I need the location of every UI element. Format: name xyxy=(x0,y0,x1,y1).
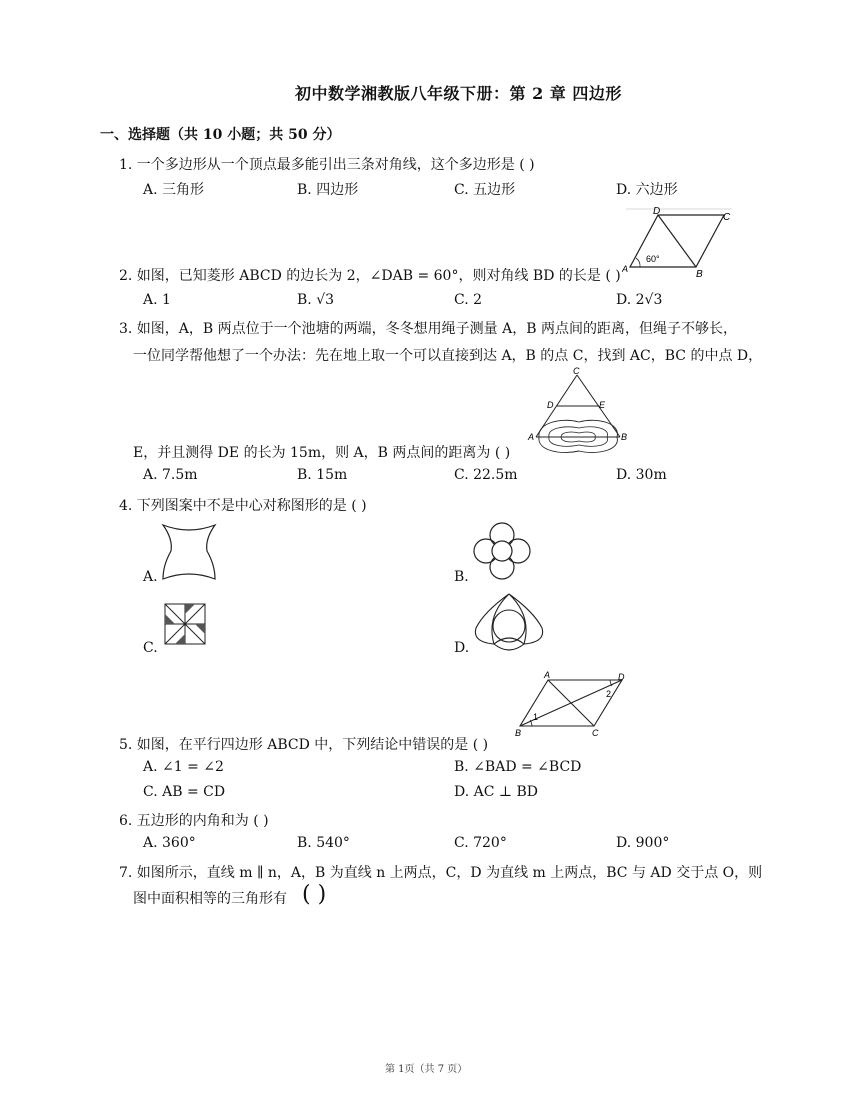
q4-option-a[interactable]: A. xyxy=(143,569,158,585)
four-petal-flower-icon xyxy=(470,521,534,581)
q2-option-c[interactable]: C. 2 xyxy=(454,292,483,308)
q2-option-d[interactable]: D. 2√3 xyxy=(616,292,663,308)
q6-option-a[interactable]: A. 360° xyxy=(143,835,196,851)
rhombus-figure xyxy=(622,204,734,280)
rhombus-label-b: B xyxy=(696,269,703,280)
page-title: 初中数学湘教版八年级下册：第 2 章 四边形 xyxy=(295,84,622,103)
para-label-b: B xyxy=(515,728,522,738)
q6-option-c[interactable]: C. 720° xyxy=(454,835,507,851)
q2-option-b[interactable]: B. √3 xyxy=(297,292,335,308)
q3-option-c[interactable]: C. 22.5m xyxy=(454,467,518,483)
question-4-stem: 4. 下列图案中不是中心对称图形的是 ( ) xyxy=(119,498,367,514)
pond-label-e: E xyxy=(599,400,606,410)
section-heading: 一、选择题（共 10 小题；共 50 分） xyxy=(100,127,341,143)
pond-figure xyxy=(527,365,631,457)
question-2-stem: 2. 如图，已知菱形 ABCD 的边长为 2，∠DAB = 60°，则对角线 BD 的长是 ( ) xyxy=(119,268,621,284)
rhombus-label-d: D xyxy=(653,206,661,217)
q1-option-d[interactable]: D. 六边形 xyxy=(616,182,678,198)
question-3-stem-line-3: E，并且测得 DE 的长为 15m，则 A，B 两点间的距离为 ( ) xyxy=(133,445,511,461)
rhombus-label-c: C xyxy=(723,212,731,223)
q1-option-b[interactable]: B. 四边形 xyxy=(297,182,359,198)
q6-option-d[interactable]: D. 900° xyxy=(616,835,670,851)
question-7-stem-line-1: 7. 如图所示，直线 m ∥ n，A，B 为直线 n 上两点，C，D 为直线 m 上两点，BC 与 AD 交于点 O，则 xyxy=(119,865,763,881)
q5-option-a[interactable]: A. ∠1 = ∠2 xyxy=(143,759,224,775)
para-angle-2: 2 xyxy=(606,689,612,699)
question-7-stem-line-2: 图中面积相等的三角形有 xyxy=(133,891,287,907)
q3-option-d[interactable]: D. 30m xyxy=(616,467,667,483)
q1-option-a[interactable]: A. 三角形 xyxy=(143,182,205,198)
rhombus-angle-label: 60° xyxy=(646,254,660,264)
pond-label-d: D xyxy=(547,400,554,410)
pond-label-a: A xyxy=(528,432,535,442)
pond-label-c: C xyxy=(573,366,580,376)
question-3-stem-line-1: 3. 如图，A，B 两点位于一个池塘的两端，冬冬想用绳子测量 A，B 两点间的距离，但绳子不够长， xyxy=(119,321,737,337)
para-angle-1: 1 xyxy=(533,712,539,722)
question-7-answer-paren[interactable]: ( ) xyxy=(302,882,327,907)
para-label-a: A xyxy=(544,670,551,680)
q4-option-d[interactable]: D. xyxy=(454,640,470,656)
question-6-stem: 6. 五边形的内角和为 ( ) xyxy=(119,813,269,829)
q2-option-a[interactable]: A. 1 xyxy=(143,292,171,308)
q3-option-a[interactable]: A. 7.5m xyxy=(143,467,198,483)
rhombus-label-a: A xyxy=(622,264,629,274)
page-footer: 第 1页（共 7 页） xyxy=(385,1064,468,1075)
parallelogram-figure xyxy=(514,670,630,738)
q1-option-c[interactable]: C. 五边形 xyxy=(454,182,516,198)
q4-option-b[interactable]: B. xyxy=(454,569,469,585)
question-5-stem: 5. 如图，在平行四边形 ABCD 中，下列结论中错误的是 ( ) xyxy=(119,737,489,753)
para-label-c: C xyxy=(592,728,599,738)
para-label-d: D xyxy=(618,672,625,682)
q3-option-b[interactable]: B. 15m xyxy=(297,467,348,483)
pinwheel-icon xyxy=(160,600,210,648)
question-1-stem: 1. 一个多边形从一个顶点最多能引出三条对角线，这个多边形是 ( ) xyxy=(119,157,535,173)
q5-option-d[interactable]: D. AC ⊥ BD xyxy=(454,784,539,800)
q6-option-b[interactable]: B. 540° xyxy=(297,835,350,851)
q4-option-c[interactable]: C. xyxy=(143,640,158,656)
wavy-shape-icon xyxy=(157,521,221,583)
triquetra-icon xyxy=(474,590,544,652)
q5-option-b[interactable]: B. ∠BAD = ∠BCD xyxy=(454,759,582,775)
question-3-stem-line-2: 一位同学帮他想了一个办法：先在地上取一个可以直接到达 A，B 的点 C，找到 AC，BC 的中点 D， xyxy=(133,348,763,364)
pond-label-b: B xyxy=(621,432,628,442)
q5-option-c[interactable]: C. AB = CD xyxy=(143,784,226,800)
